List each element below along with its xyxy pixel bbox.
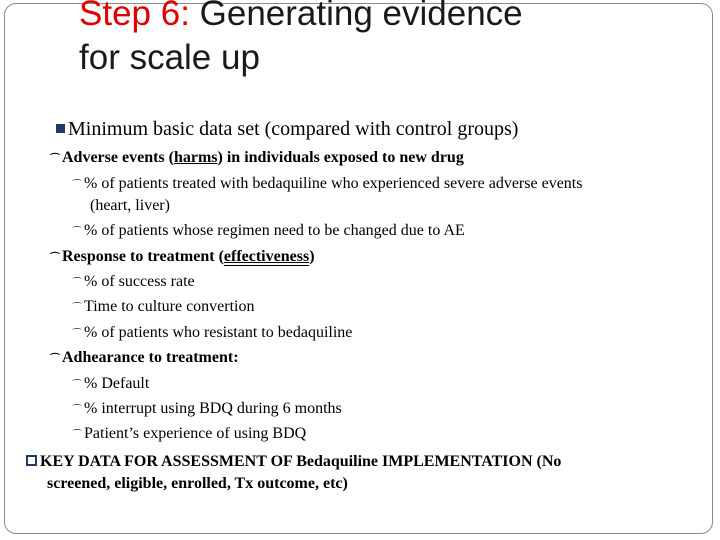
arc-bullet-icon: ⌒	[50, 154, 60, 165]
arc-bullet-icon: ⌒	[72, 430, 82, 441]
response-post: )	[309, 248, 315, 265]
heading-response	[50, 248, 315, 266]
item-text: % of patients treated with bedaquiline who experienced severe adverse events	[84, 175, 583, 192]
item-text: % Default	[84, 375, 150, 392]
bullet-text: screened, eligible, enrolled, Tx outcome, etc)	[47, 475, 348, 492]
item-text: % of patients whose regimen need to be changed due to AE	[84, 222, 465, 239]
slide-title	[79, 0, 699, 80]
bullet-minimum-dataset	[56, 118, 518, 141]
arc-bullet-icon: ⌒	[72, 329, 82, 340]
item-adverse-2	[72, 222, 465, 240]
arc-bullet-icon: ⌒	[50, 354, 60, 365]
title-text: Generating evidence	[189, 0, 523, 33]
arc-bullet-icon: ⌒	[50, 253, 60, 264]
item-response-3	[72, 324, 352, 342]
item-text: % interrupt using BDQ during 6 months	[84, 400, 342, 417]
item-text: Patient’s experience of using BDQ	[84, 425, 307, 442]
heading-text: Adhearance to treatment:	[62, 349, 239, 366]
arc-bullet-icon: ⌒	[72, 303, 82, 314]
title-step-label: Step 6:	[79, 0, 190, 33]
heading-adverse-events	[50, 149, 464, 167]
arc-bullet-icon: ⌒	[72, 405, 82, 416]
bullet-text: KEY DATA FOR ASSESSMENT OF Bedaquiline IMPLEMENTATION (No	[40, 453, 562, 470]
item-text: % of success rate	[84, 273, 195, 290]
item-response-1	[72, 273, 195, 291]
link-effectiveness[interactable]: effectiveness	[223, 248, 310, 265]
response-pre: Response to treatment (	[62, 248, 224, 265]
item-adverse-1	[72, 175, 582, 193]
item-adverse-1-cont	[90, 197, 170, 215]
title-text-line2: for scale up	[79, 38, 260, 77]
item-text: % of patients who resistant to bedaquiline	[84, 324, 353, 341]
arc-bullet-icon: ⌒	[72, 180, 82, 191]
heading-adherence	[50, 349, 239, 367]
square-bullet-icon	[26, 455, 37, 466]
adverse-post: ) in individuals exposed to new drug	[217, 149, 464, 166]
square-bullet-icon	[56, 124, 65, 133]
item-text: (heart, liver)	[90, 197, 170, 214]
arc-bullet-icon: ⌒	[72, 227, 82, 238]
item-adherence-2	[72, 400, 342, 418]
bullet-key-data-cont	[47, 475, 348, 493]
bullet-key-data	[26, 453, 561, 471]
adverse-pre: Adverse events (	[62, 149, 174, 166]
bullet-text: Minimum basic data set (compared with control groups)	[68, 118, 519, 140]
link-harms[interactable]: harms	[173, 149, 218, 166]
item-adherence-3	[72, 425, 306, 443]
item-text: Time to culture convertion	[84, 298, 255, 315]
item-response-2	[72, 298, 255, 316]
arc-bullet-icon: ⌒	[72, 380, 82, 391]
item-adherence-1	[72, 375, 149, 393]
arc-bullet-icon: ⌒	[72, 278, 82, 289]
